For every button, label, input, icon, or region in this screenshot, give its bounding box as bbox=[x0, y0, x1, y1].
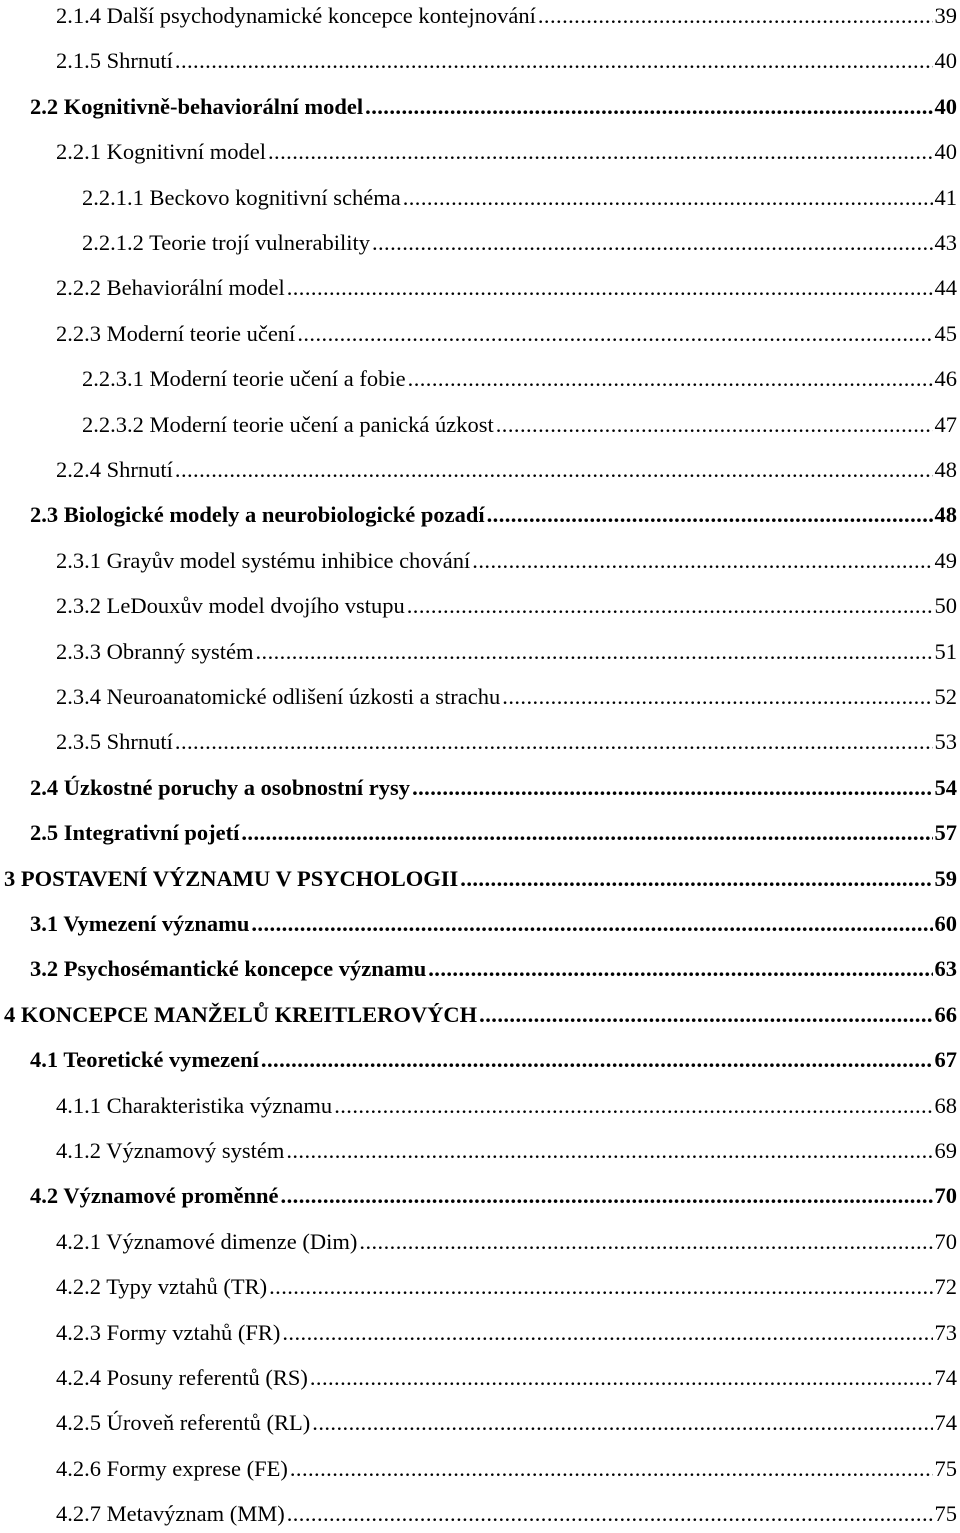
toc-entry-label: 2.3.2 LeDouxův model dvojího vstupu bbox=[56, 593, 405, 619]
toc-entry-page-number: 41 bbox=[934, 184, 957, 210]
toc-entry-page-number: 72 bbox=[934, 1274, 957, 1300]
dot-leader bbox=[407, 592, 933, 620]
toc-entry[interactable] bbox=[82, 229, 957, 257]
toc-entry[interactable] bbox=[56, 1409, 957, 1437]
toc-entry-page-number: 40 bbox=[934, 93, 957, 119]
toc-entry-label: 4.2.6 Formy exprese (FE) bbox=[56, 1455, 288, 1481]
toc-entry[interactable] bbox=[82, 365, 957, 393]
toc-entry[interactable] bbox=[30, 1046, 957, 1074]
toc-entry[interactable] bbox=[56, 1319, 957, 1347]
toc-entry[interactable] bbox=[56, 1364, 957, 1392]
toc-entry-label: 2.1.5 Shrnutí bbox=[56, 48, 173, 74]
toc-entry-label: 3.1 Vymezení významu bbox=[30, 911, 250, 936]
toc-entry-label: 4.2.4 Posuny referentů (RS) bbox=[56, 1365, 308, 1390]
toc-entry-page-number: 69 bbox=[934, 1138, 957, 1163]
toc-entry-page-number: 49 bbox=[934, 547, 957, 573]
dot-leader bbox=[251, 910, 932, 938]
dot-leader bbox=[286, 1137, 932, 1165]
dot-leader bbox=[310, 1364, 933, 1392]
toc-entry-label: 4.2 Významové proměnné bbox=[30, 1183, 279, 1209]
toc-entry[interactable] bbox=[56, 320, 957, 348]
toc-entry-page-number: 63 bbox=[934, 956, 957, 982]
toc-entry[interactable] bbox=[56, 592, 957, 620]
toc-entry-label: 3 POSTAVENÍ VÝZNAMU V PSYCHOLOGII bbox=[4, 865, 459, 891]
dot-leader bbox=[297, 320, 932, 348]
dot-leader bbox=[359, 1228, 932, 1256]
toc-entry[interactable] bbox=[30, 501, 957, 529]
toc-entry-label: 2.2.4 Shrnutí bbox=[56, 457, 173, 482]
dot-leader bbox=[241, 819, 932, 847]
toc-entry-label: 2.4 Úzkostné poruchy a osobnostní rysy bbox=[30, 774, 411, 800]
toc-entry[interactable] bbox=[56, 728, 957, 756]
toc-entry-label: 2.3 Biologické modely a neurobiologické pozadí bbox=[30, 502, 485, 528]
dot-leader bbox=[255, 638, 932, 666]
dot-leader bbox=[269, 1273, 932, 1301]
toc-entry[interactable] bbox=[30, 1182, 957, 1210]
toc-entry[interactable] bbox=[30, 955, 957, 983]
dot-leader bbox=[502, 683, 932, 711]
toc-entry-page-number: 68 bbox=[934, 1092, 957, 1118]
toc-entry-label: 4.1 Teoretické vymezení bbox=[30, 1047, 259, 1073]
toc-entry-page-number: 51 bbox=[934, 638, 957, 664]
toc-entry[interactable] bbox=[30, 774, 957, 802]
dot-leader bbox=[365, 93, 932, 121]
toc-entry-label: 2.2.2 Behaviorální model bbox=[56, 275, 285, 301]
dot-leader bbox=[479, 1001, 932, 1029]
dot-leader bbox=[261, 1046, 933, 1074]
toc-entry[interactable] bbox=[56, 547, 957, 575]
toc-entry-page-number: 74 bbox=[934, 1365, 957, 1390]
dot-leader bbox=[312, 1409, 932, 1437]
dot-leader bbox=[428, 955, 932, 983]
toc-entry[interactable] bbox=[4, 865, 957, 893]
toc-entry-page-number: 57 bbox=[934, 820, 957, 846]
toc-entry-label: 2.2 Kognitivně-behaviorální model bbox=[30, 93, 364, 119]
toc-entry-label: 2.1.4 Další psychodynamické koncepce kontejnování bbox=[56, 3, 536, 28]
toc-entry-page-number: 60 bbox=[934, 911, 957, 936]
dot-leader bbox=[496, 411, 933, 439]
toc-entry-label: 2.2.3.1 Moderní teorie učení a fobie bbox=[82, 366, 406, 392]
dot-leader bbox=[412, 774, 932, 802]
toc-entry-label: 2.3.4 Neuroanatomické odlišení úzkosti a strachu bbox=[56, 684, 501, 709]
toc-entry-page-number: 73 bbox=[934, 1319, 957, 1345]
toc-entry-label: 4.2.7 Metavýznam (MM) bbox=[56, 1501, 285, 1527]
toc-entry-label: 4.1.2 Významový systém bbox=[56, 1138, 285, 1163]
toc-entry[interactable] bbox=[56, 638, 957, 666]
toc-entry-page-number: 39 bbox=[934, 3, 957, 28]
toc-entry-page-number: 50 bbox=[934, 593, 957, 619]
toc-entry-page-number: 40 bbox=[934, 139, 957, 165]
dot-leader bbox=[403, 184, 933, 212]
toc-entry-page-number: 44 bbox=[934, 275, 957, 301]
toc-entry-label: 4.2.2 Typy vztahů (TR) bbox=[56, 1274, 268, 1300]
dot-leader bbox=[281, 1182, 933, 1210]
toc-entry[interactable] bbox=[30, 93, 957, 121]
toc-entry-label: 2.2.3.2 Moderní teorie učení a panická úzkost bbox=[82, 411, 494, 437]
toc-entry-page-number: 75 bbox=[934, 1501, 957, 1527]
toc-entry-page-number: 70 bbox=[934, 1183, 957, 1209]
toc-entry-page-number: 45 bbox=[934, 320, 957, 346]
toc-entry-label: 2.3.1 Grayův model systému inhibice chování bbox=[56, 547, 471, 573]
dot-leader bbox=[175, 47, 933, 75]
toc-entry-page-number: 70 bbox=[934, 1228, 957, 1254]
toc-entry-label: 2.2.1 Kognitivní model bbox=[56, 139, 266, 165]
dot-leader bbox=[287, 1500, 933, 1528]
toc-entry-label: 2.2.1.2 Teorie trojí vulnerability bbox=[82, 230, 370, 255]
toc-entry[interactable] bbox=[56, 1455, 957, 1483]
toc-entry-page-number: 48 bbox=[934, 457, 957, 482]
toc-entry[interactable] bbox=[56, 1273, 957, 1301]
toc-entry-page-number: 47 bbox=[934, 411, 957, 437]
toc-entry[interactable] bbox=[30, 910, 957, 938]
toc-entry-page-number: 40 bbox=[934, 48, 957, 74]
toc-entry[interactable] bbox=[56, 274, 957, 302]
dot-leader bbox=[282, 1319, 932, 1347]
dot-leader bbox=[487, 501, 933, 529]
toc-entry-label: 4.2.5 Úroveň referentů (RL) bbox=[56, 1410, 311, 1436]
toc-entry-page-number: 67 bbox=[934, 1047, 957, 1073]
toc-entry[interactable] bbox=[56, 1500, 957, 1528]
toc-entry-label: 2.2.1.1 Beckovo kognitivní schéma bbox=[82, 184, 401, 210]
toc-entry-page-number: 54 bbox=[934, 774, 957, 800]
toc-entry[interactable] bbox=[56, 1137, 957, 1165]
toc-entry-label: 2.2.3 Moderní teorie učení bbox=[56, 320, 296, 346]
toc-entry[interactable] bbox=[82, 184, 957, 212]
toc-entry-label: 2.3.3 Obranný systém bbox=[56, 638, 254, 664]
toc-entry[interactable] bbox=[56, 456, 957, 484]
dot-leader bbox=[290, 1455, 933, 1483]
toc-entry-label: 4.1.1 Charakteristika významu bbox=[56, 1092, 333, 1118]
toc-entry-label: 2.3.5 Shrnutí bbox=[56, 729, 173, 755]
toc-entry-label: 4.2.3 Formy vztahů (FR) bbox=[56, 1319, 281, 1345]
toc-entry[interactable] bbox=[30, 819, 957, 847]
toc-entry-page-number: 48 bbox=[934, 502, 957, 528]
dot-leader bbox=[538, 2, 933, 30]
dot-leader bbox=[372, 229, 933, 257]
toc-entry-page-number: 52 bbox=[934, 684, 957, 709]
toc-entry-page-number: 74 bbox=[934, 1410, 957, 1436]
toc-entry-label: 2.5 Integrativní pojetí bbox=[30, 820, 240, 846]
dot-leader bbox=[472, 547, 932, 575]
toc-entry-page-number: 66 bbox=[934, 1001, 957, 1027]
dot-leader bbox=[287, 274, 933, 302]
toc-entry-page-number: 75 bbox=[934, 1455, 957, 1481]
dot-leader bbox=[175, 456, 933, 484]
toc-entry[interactable] bbox=[56, 1092, 957, 1120]
toc-entry[interactable] bbox=[56, 2, 957, 30]
toc-entry[interactable] bbox=[56, 138, 957, 166]
toc-entry-page-number: 43 bbox=[934, 230, 957, 255]
dot-leader bbox=[408, 365, 933, 393]
toc-entry-page-number: 46 bbox=[934, 366, 957, 392]
dot-leader bbox=[334, 1092, 932, 1120]
toc-entry-page-number: 53 bbox=[934, 729, 957, 755]
toc-entry[interactable] bbox=[82, 411, 957, 439]
toc-entry-label: 3.2 Psychosémantické koncepce významu bbox=[30, 956, 427, 982]
dot-leader bbox=[460, 865, 932, 893]
toc-entry[interactable] bbox=[56, 1228, 957, 1256]
dot-leader bbox=[175, 728, 933, 756]
dot-leader bbox=[268, 138, 933, 166]
toc-entry[interactable] bbox=[56, 683, 957, 711]
toc-entry-label: 4.2.1 Významové dimenze (Dim) bbox=[56, 1228, 358, 1254]
toc-entry-page-number: 59 bbox=[934, 865, 957, 891]
toc-entry[interactable] bbox=[4, 1001, 957, 1029]
toc-entry[interactable] bbox=[56, 47, 957, 75]
toc-entry-label: 4 KONCEPCE MANŽELŮ KREITLEROVÝCH bbox=[4, 1001, 478, 1027]
